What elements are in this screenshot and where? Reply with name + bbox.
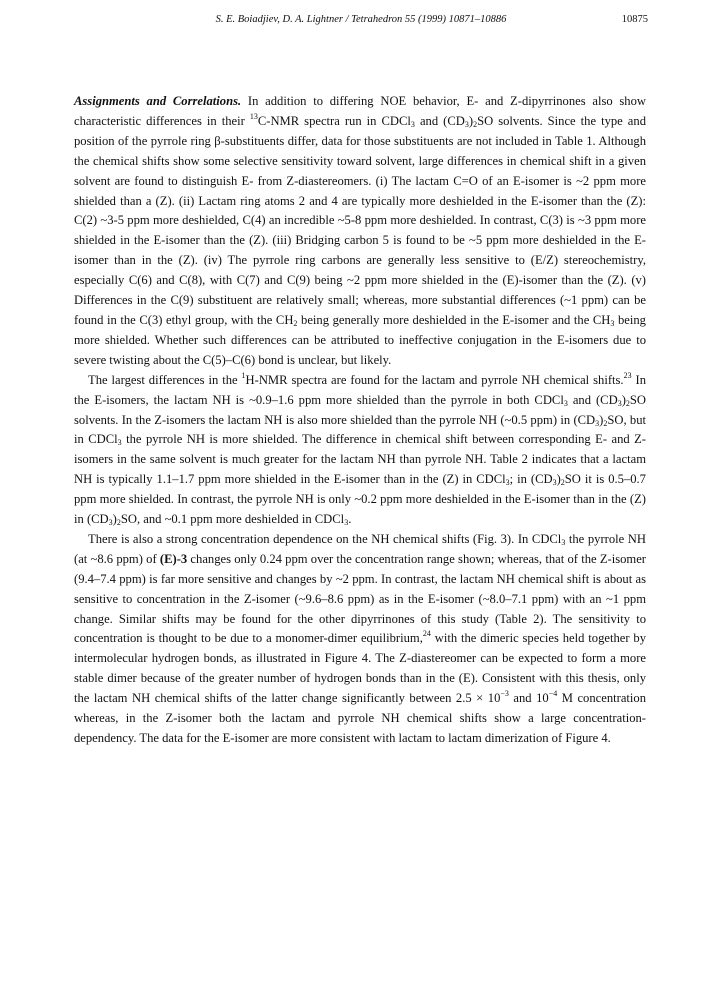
paragraph-concentration: There is also a strong concentration dependence on the NH chemical shifts (Fig. 3). In CDCl$_3$ the pyrrole NH (at ~8.6 ppm) of (E)-3 changes only 0.24 ppm over the concentration range shown; whereas, that of the Z-isomer (9.4–7.4 ppm) is far more sensitive and changes by ~2 ppm. In contrast, the lactam NH chemical shift is about as sensitive to concentration in the Z-isomer (~9.6–8.6 ppm) as in the E-isomer (~8.0–7.1 ppm) with an ~1 ppm change. Similar shifts may be found for the other dipyrrinones of this study (Table 2). The sensitivity to concentration is thought to be due to a monomer-dimer equilibrium,$^{24}$ with the dimeric species held together by intermolecular hydrogen bonds, as illustrated in Figure 4. The Z-diastereomer can be expected to form a more stable dimer because of the greater number of hydrogen bonds than in the (E). Consistent with this thesis, only the lactam NH chemical shifts of the latter change significantly between $2.5 \times 10^{-3}$ and $10^{-4}$ M concentration whereas, in the Z-isomer both the lactam and pyrrole NH chemical shifts show a large concentration-dependency. The data for the E-isomer are more consistent with lactam to lactam dimerization of Figure 4. — [74, 531, 647, 745]
running-head: S. E. Boiadjiev, D. A. Lightner / Tetrahedron 55 (1999) 10871–10886 — [215, 14, 507, 25]
paragraph-nh-shifts: The largest differences in the $^1$H-NMR spectra are found for the lactam and pyrrole NH chemical shifts.$^{23}$ In the E-isomers, the lactam NH is ~0.9–1.6 ppm more shielded than the pyrrole in both CDCl$_3$ and $(CD_3)_2SO$ solvents. In the Z-isomers the lactam NH is also more shielded than the pyrrole NH (~0.5 ppm) in $(CD_3)_2SO$, but in CDCl$_3$ the pyrrole NH is more shielded. The difference in chemical shift between corresponding E- and Z-isomers in the same solvent is much greater for the lactam NH than pyrrole NH. Table 2 indicates that a lactam NH is typically 1.1–1.7 ppm more shielded in the E-isomer than in the (Z) in CDCl$_3$; in $(CD_3)_2SO$ it is 0.5–0.7 ppm more shielded. In contrast, the pyrrole NH is only ~0.2 ppm more deshielded in the E-isomer than in the (Z) in $(CD_3)_2SO$, and ~0.1 ppm more deshielded in CDCl$_3$. — [74, 370, 646, 528]
section-heading: Assignments and Correlations. — [74, 94, 242, 108]
compound-label: (E)-3 — [159, 551, 188, 566]
page-number: 10875 — [621, 14, 648, 25]
running-header — [74, 14, 648, 32]
article-body — [74, 92, 646, 749]
paragraph-assignments: Assignments and Correlations. In addition to differing NOE behavior, E- and Z-dipyrrinones also show characteristic differences in their $^{13}$C-NMR spectra run in CDCl$_3$ and $(CD_3)_2SO$ solvents. Since the type and position of the pyrrole ring β-substituents differ, data for those substituents are not included in Table 1. Although the chemical shifts show some selective sensitivity toward solvent, large differences in chemical shift in a given solvent are found to distinguish E- from Z-diastereomers. (i) The lactam C=O of an E-isomer is ~2 ppm more shielded than a (Z). (ii) Lactam ring atoms 2 and 4 are typically more deshielded in the E-isomer than the (Z): C(2) ~3-5 ppm more deshielded, C(4) an incredible ~5-8 ppm more deshielded. In contrast, C(3) is ~3 ppm more shielded in the E-isomer than the (Z). (iii) Bridging carbon 5 is found to be ~5 ppm more deshielded in the E-isomer than in the (Z). (iv) The pyrrole ring carbons are generally less sensitive to (E/Z) stereochemistry, especially C(6) and C(8), with C(7) and C(9) being ~2 ppm more shielded in the (E)-isomer than the (Z). (v) Differences in the C(9) substituent are relatively small; whereas, more substantial differences (~1 ppm) can be found in the C(3) ethyl group, with the $CH_2$ being generally more deshielded in the E-isomer and the $CH_3$ being more shielded. Whether such differences can be attributed to ineffective conjugation in the E-isomers due to severe twisting about the C(5)–C(6) bond is unclear, but likely. — [74, 94, 647, 367]
